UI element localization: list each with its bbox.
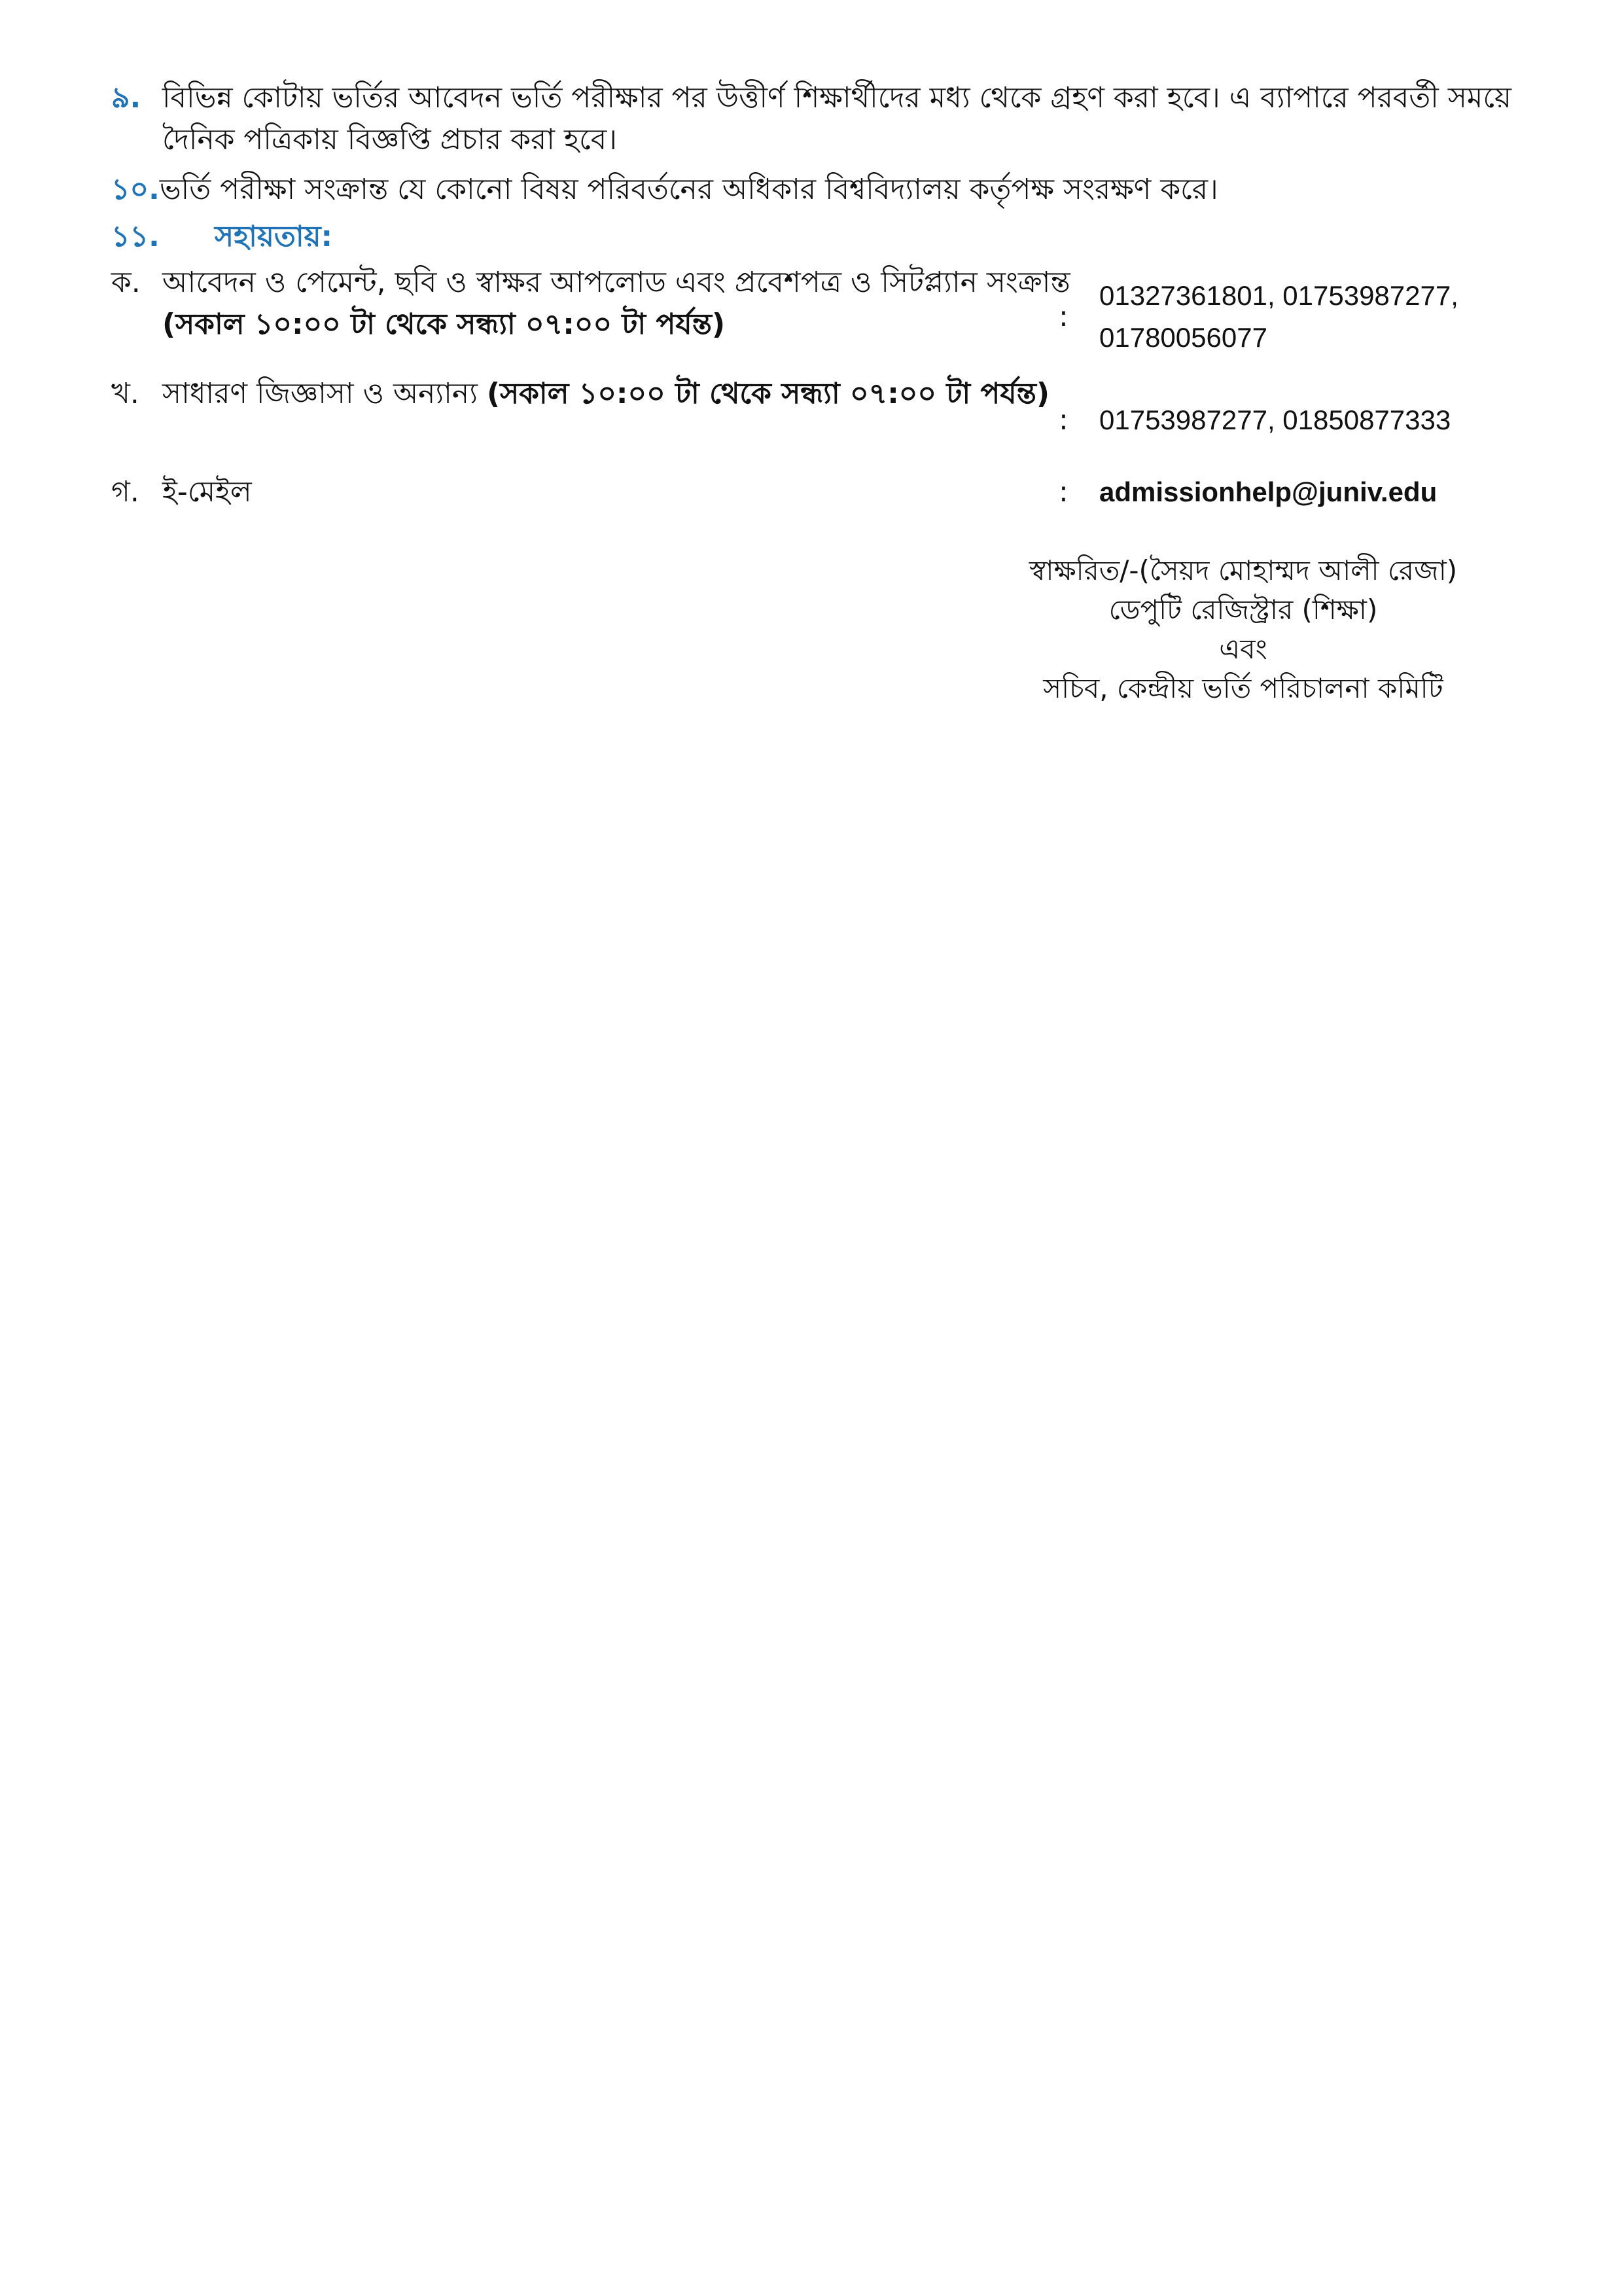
signature-name: স্বাক্ষরিত/-(সৈয়দ মোহাম্মদ আলী রেজা) — [1029, 554, 1458, 586]
item-text: ভর্তি পরীক্ষা সংক্রান্ত যে কোনো বিষয় পরিবর্তনের অধিকার বিশ্ববিদ্যালয় কর্তৃপক্ষ সংরক্ষণ করে। — [159, 173, 1218, 206]
signature-conjunction: এবং — [1219, 633, 1267, 665]
help-row-text: আবেদন ও পেমেন্ট, ছবি ও স্বাক্ষর আপলোড এবং প্রবেশপত্র ও সিটপ্ল্যান সংক্রান্ত — [162, 266, 1070, 299]
item-number: ১০. — [111, 173, 160, 206]
help-email-link[interactable]: admissionhelp@juniv.edu — [1099, 476, 1438, 507]
notice-item-9 — [111, 77, 1531, 161]
help-row-description — [162, 373, 1091, 415]
signature-designation: ডেপুটি রেজিস্ট্রার (শিক্ষা) — [1108, 594, 1378, 626]
notice-item-11 — [111, 216, 1531, 258]
help-row-colon: : — [1059, 300, 1068, 333]
help-row-description — [162, 262, 1091, 346]
phone-numbers-line[interactable]: 01780056077 — [1099, 322, 1267, 353]
notice-item-10 — [111, 169, 1531, 211]
help-row-phone-numbers[interactable]: 01753987277, 01850877333 — [1099, 404, 1451, 435]
help-row-text: সাধারণ জিজ্ঞাসা ও অন্যান্য — [162, 377, 487, 410]
item-number: ৯. — [111, 81, 141, 115]
phone-numbers-line[interactable]: 01327361801, 01753987277, — [1099, 280, 1458, 311]
help-row-label: গ. — [111, 475, 139, 509]
help-row-colon: : — [1059, 475, 1068, 509]
help-row-general-inquiry — [111, 373, 1531, 465]
help-row-hours: (সকাল ১০:০০ টা থেকে সন্ধ্যা ০৭:০০ টা পর্যন্ত) — [162, 308, 726, 341]
signature-block — [995, 551, 1492, 708]
help-row-label: ক. — [111, 266, 141, 299]
item-number: ১১. — [111, 220, 160, 253]
help-row-colon: : — [1059, 403, 1068, 437]
help-row-description: ই-মেইল — [162, 475, 252, 509]
help-row-phone-numbers — [1099, 275, 1531, 359]
help-heading: সহায়তায়: — [215, 220, 333, 253]
help-row-label: খ. — [111, 377, 139, 410]
help-row-hours: (সকাল ১০:০০ টা থেকে সন্ধ্যা ০৭:০০ টা পর্যন্ত) — [486, 377, 1050, 410]
help-row-email — [111, 471, 1531, 517]
signature-committee: সচিব, কেন্দ্রীয় ভর্তি পরিচালনা কমিটি — [1043, 672, 1443, 704]
help-row-application — [111, 262, 1531, 373]
item-text: বিভিন্ন কোটায় ভর্তির আবেদন ভর্তি পরীক্ষার পর উত্তীর্ণ শিক্ষার্থীদের মধ্য থেকে গ্রহণ করা হবে। এ ব্যাপারে পরবর্তী সময়ে দৈনিক পত্রিকায় বিজ্ঞপ্তি প্রচার করা হবে। — [162, 81, 1511, 156]
